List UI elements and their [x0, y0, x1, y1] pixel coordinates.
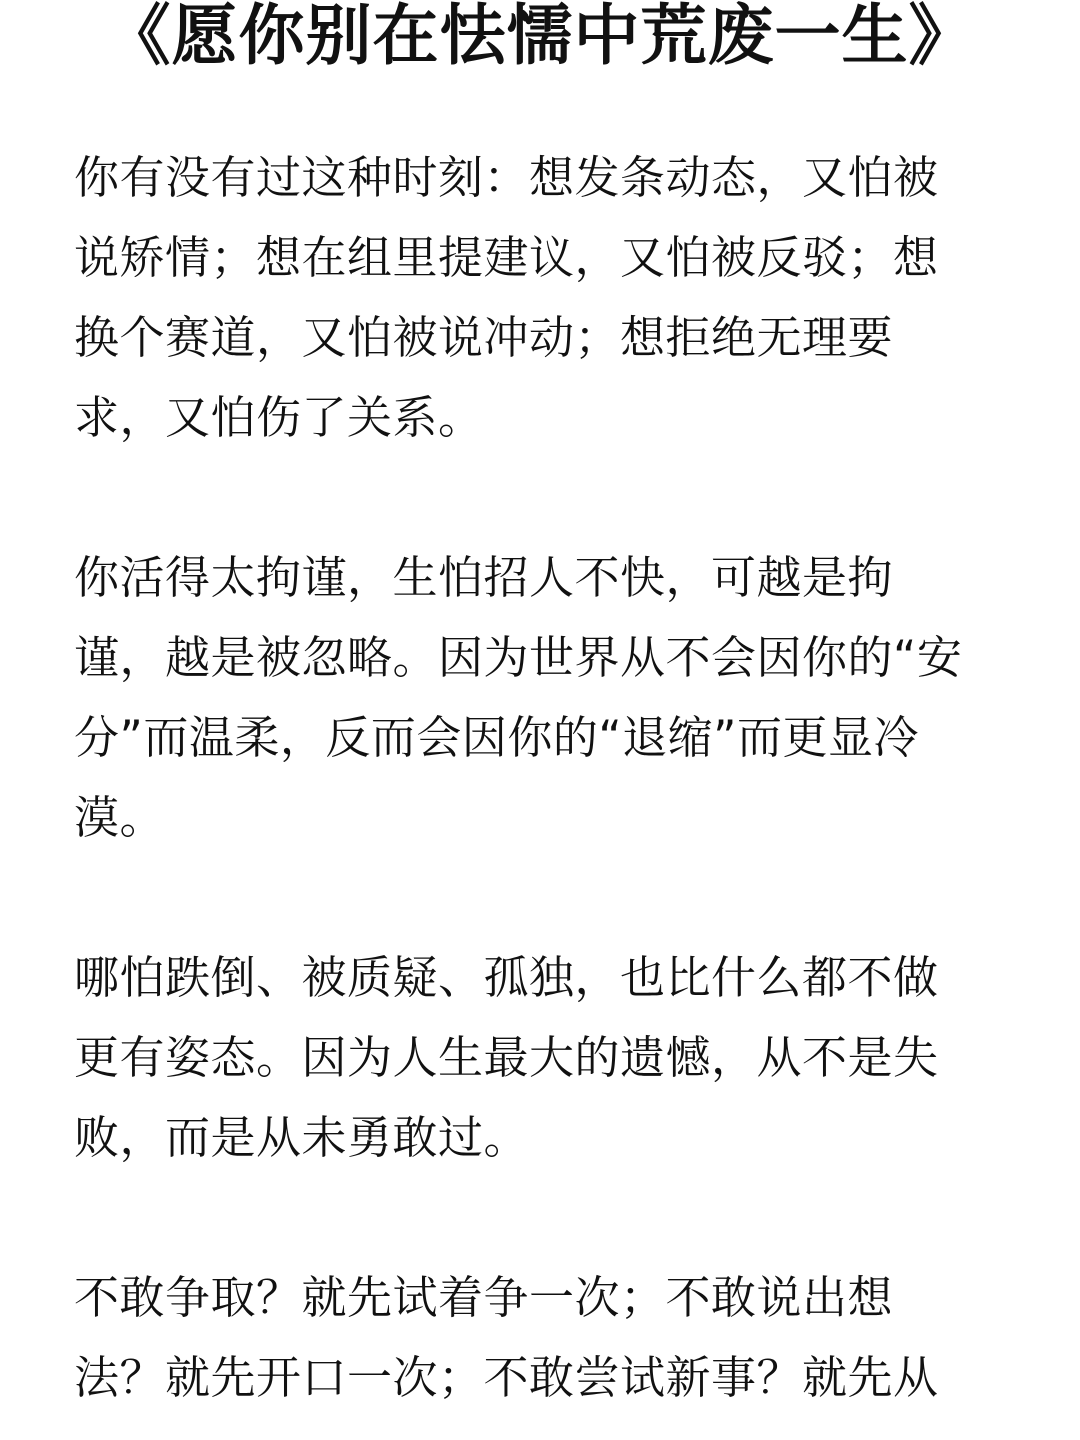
text-line: 你有没有过这种时刻：想发条动态，又怕被: [74, 151, 939, 204]
text-line: 不敢争取？就先试着争一次；不敢说出想: [74, 1271, 894, 1324]
text-line: 更有姿态。因为人生最大的遗憾，从不是失: [74, 1031, 939, 1084]
text-line: 换个赛道，又怕被说冲动；想拒绝无理要: [74, 311, 894, 364]
paragraph-2: [74, 538, 1004, 858]
text-line: 你活得太拘谨，生怕招人不快，可越是拘: [74, 551, 894, 604]
paragraph-4: [74, 1258, 1004, 1418]
text-line: 分”而温柔，反而会因你的“退缩”而更显冷: [74, 711, 919, 764]
text-line: 败，而是从未勇敢过。: [74, 1111, 530, 1164]
text-line: 漠。: [74, 791, 166, 844]
paragraph-3: [74, 938, 1004, 1178]
text-line: 说矫情；想在组里提建议，又怕被反驳；想: [74, 231, 939, 284]
text-line: 求，又怕伤了关系。: [74, 391, 484, 444]
article-title: 《愿你别在怯懦中荒废一生》: [104, 0, 976, 74]
text-line: 谨，越是被忽略。因为世界从不会因你的“安: [74, 631, 963, 684]
text-line: 哪怕跌倒、被质疑、孤独，也比什么都不做: [74, 951, 939, 1004]
text-line: 法？就先开口一次；不敢尝试新事？就先从: [74, 1351, 939, 1404]
paragraph-1: [74, 138, 1004, 458]
